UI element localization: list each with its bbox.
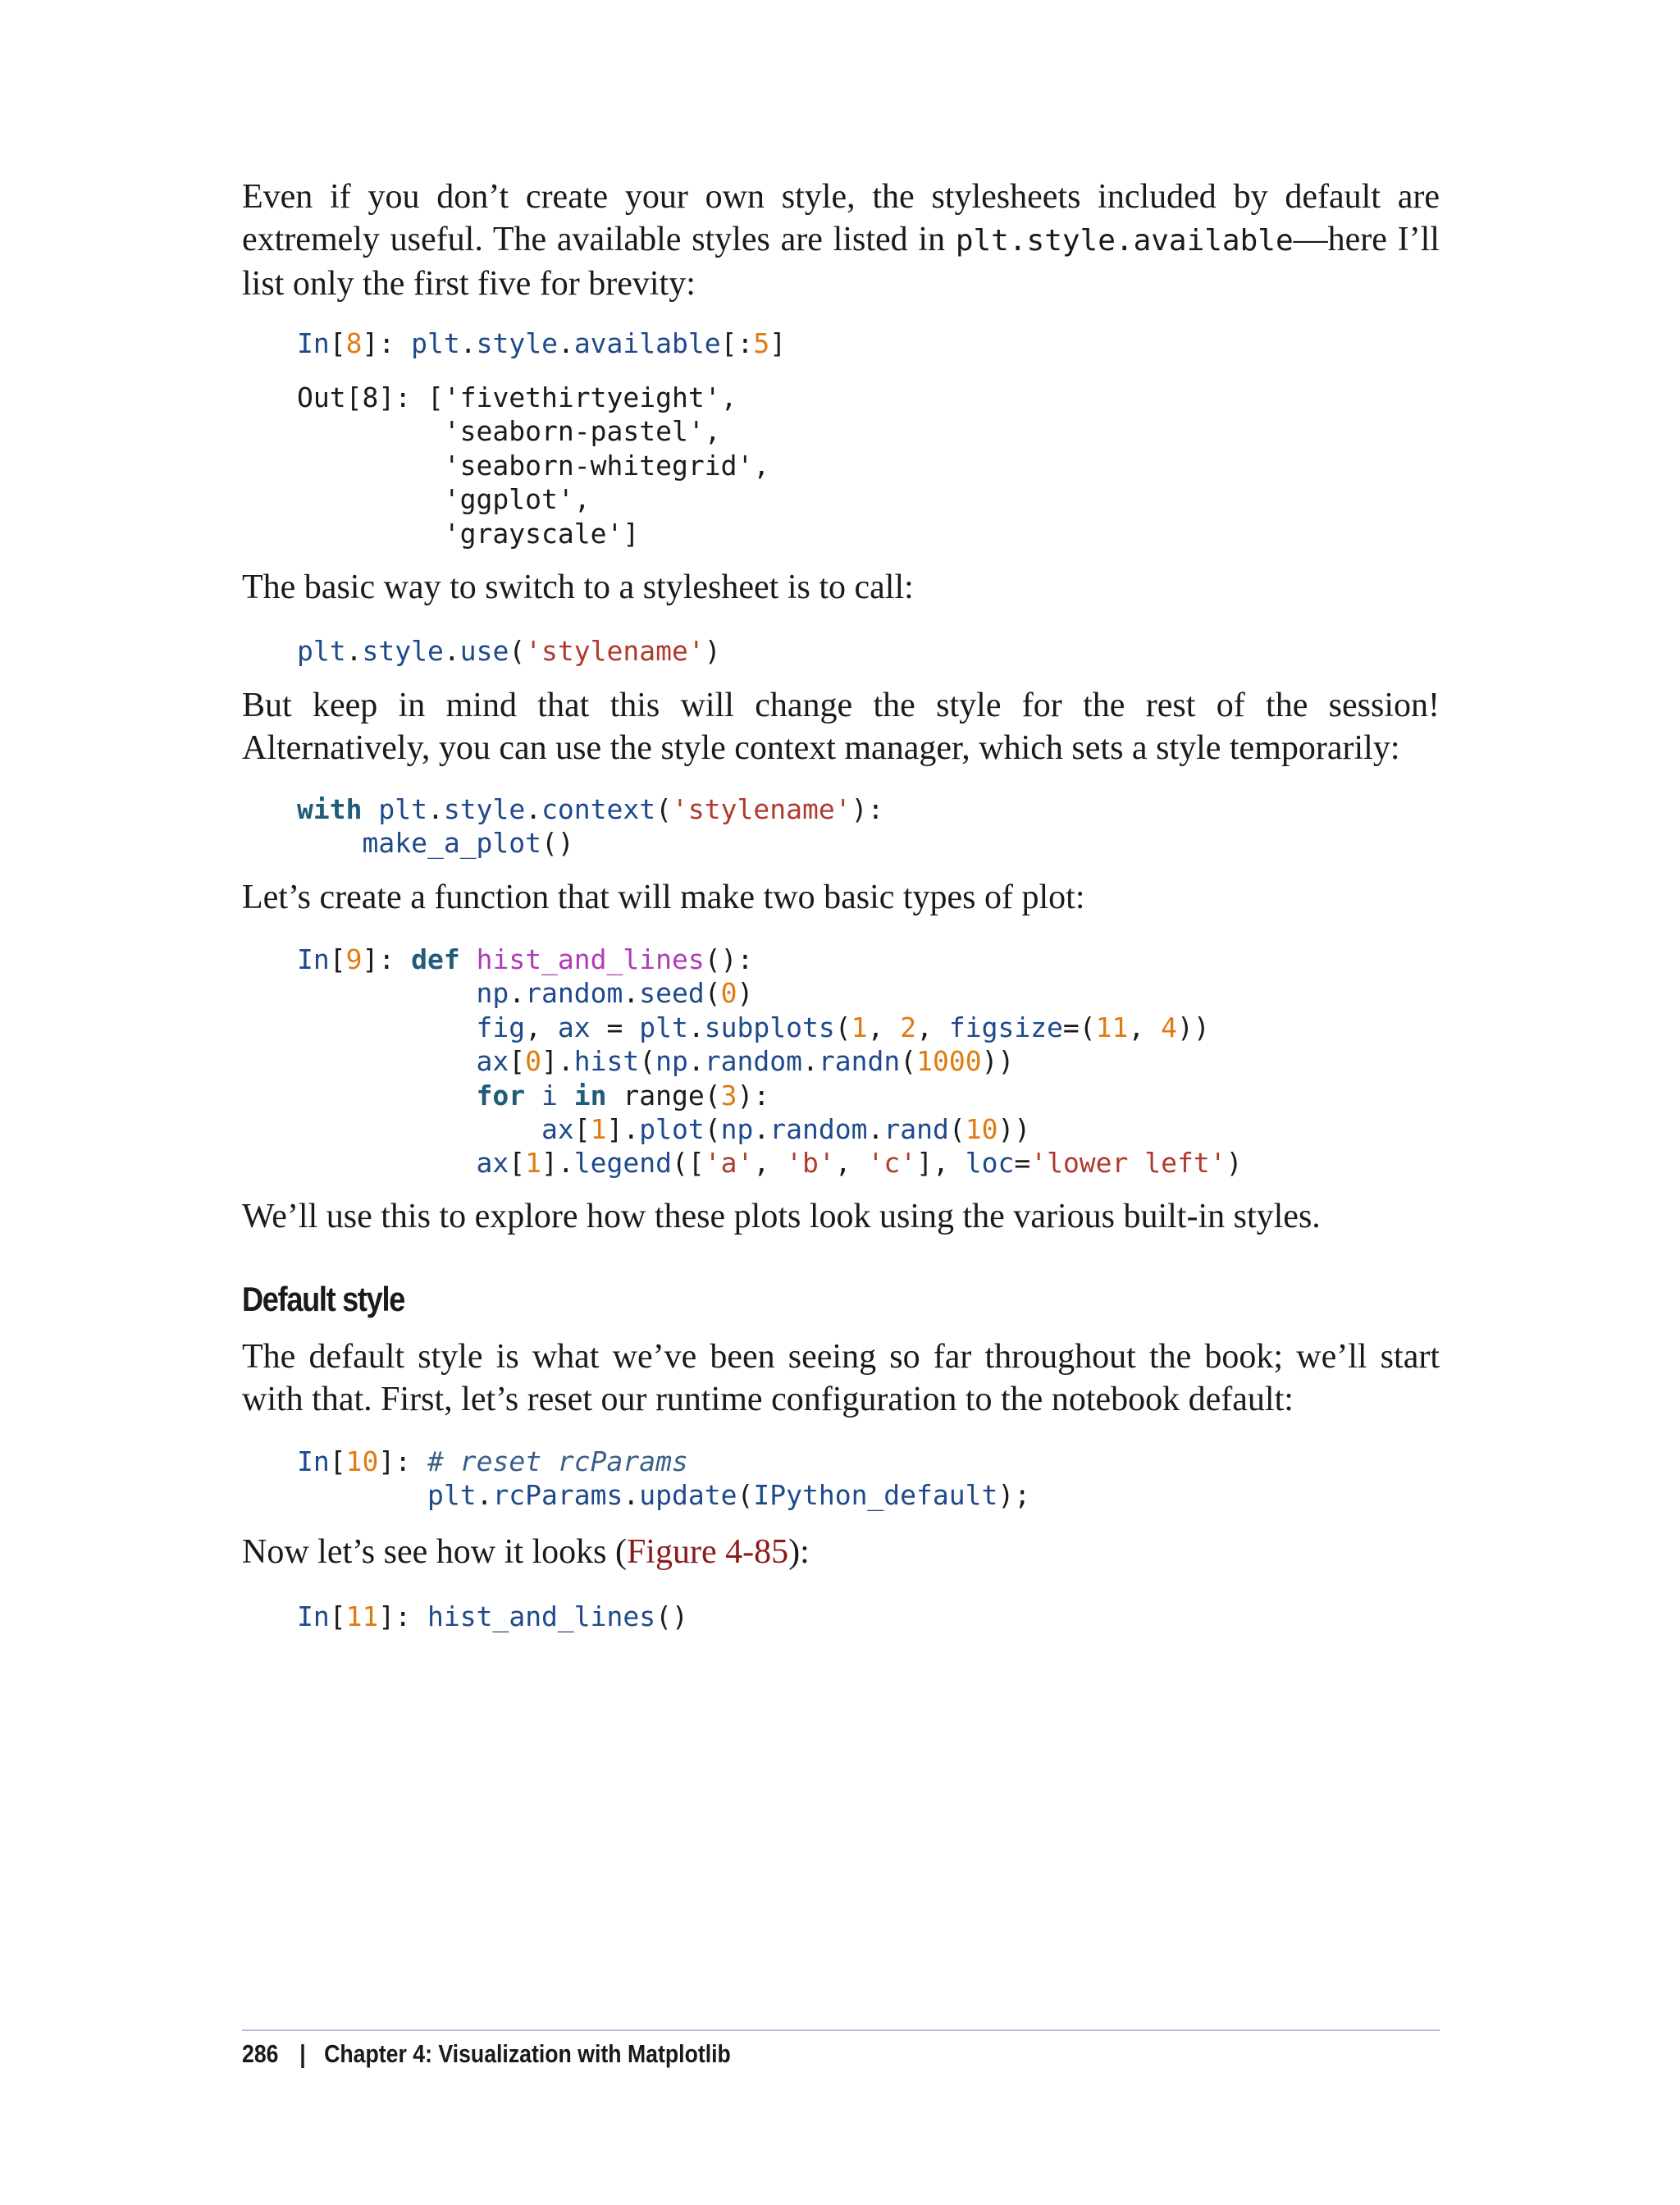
code-line: ax[1].legend(['a', 'b', 'c'], loc='lower left') [476,1147,1243,1180]
code-line: 'seaborn-whitegrid', [443,449,770,482]
code-block-context [297,792,883,861]
code-line: 'seaborn-pastel', [443,415,721,448]
code-line: In[11]: hist_and_lines() [297,1600,688,1632]
code-line: fig, ax = plt.subplots(1, 2, figsize=(11, 4)) [476,1011,1210,1043]
code-line: In[8]: plt.style.available[:5] [297,327,787,359]
code-line: 'ggplot', [443,483,591,516]
footer-separator: | [299,2039,306,2068]
paragraph-context-manager: But keep in mind that this will change the style for the rest of the session! Alternatively, you can use the style context manager, which sets a style temporarily: [242,687,1440,767]
code-line: 'grayscale'] [443,517,640,550]
cell-prompt: Out[8]: [297,381,427,413]
code-line: plt.rcParams.update(IPython_default); [427,1479,1031,1512]
code-line: In[9]: def hist_and_lines(): [297,943,754,975]
code-line: plt.style.use('stylename') [297,635,721,667]
cell-prompt: In[11]: [297,1600,427,1632]
paragraph-styles-intro [242,176,1440,305]
code-block-in9 [297,943,1243,1180]
text-run: —here I’ll list only the first five for brevity: [242,221,1440,303]
page-number: 286 [242,2039,279,2068]
paragraph-default-style: The default style is what we’ve been seeing so far throughout the book; we’ll start with that. First, let’s reset our runtime configuration to the notebook default: [242,1338,1440,1418]
cell-prompt: In[8]: [297,327,412,359]
text-run: Now let’s see how it looks ( [242,1533,627,1571]
code-line: In[10]: # reset rcParams [297,1445,688,1477]
code-block-in8 [297,326,786,360]
code-line: Out[8]: ['fivethirtyeight', [297,381,737,413]
code-block-in10 [297,1445,1030,1513]
cell-prompt: In[10]: [297,1445,427,1477]
code-line: ax[1].plot(np.random.rand(10)) [541,1112,1031,1145]
code-line: ax[0].hist(np.random.randn(1000)) [476,1045,1015,1078]
cell-prompt: In[9]: [297,943,412,975]
code-block-style-use [297,634,721,668]
figure-reference-link[interactable]: Figure 4-85 [626,1533,789,1571]
footer-rule [242,2029,1440,2031]
code-line: make_a_plot() [362,827,574,860]
code-line: for i in range(3): [476,1079,770,1112]
text-run: ): [788,1533,810,1571]
text-run: Even if you don’t create your own style, the stylesheets included by default are extremely useful. The available styles are listed in [242,178,1440,258]
code-block-in11 [297,1600,688,1633]
code-line: np.random.seed(0) [476,977,754,1010]
inline-code: plt.style.available [955,224,1294,258]
code-line: with plt.style.context('stylename'): [297,793,884,825]
chapter-title: Chapter 4: Visualization with Matplotlib [324,2039,731,2068]
paragraph-create-function: Let’s create a function that will make two basic types of plot: [242,879,1085,916]
section-heading: Default style [242,1280,405,1318]
code-block-out8 [297,381,769,550]
paragraph-see-how-it-looks [242,1531,1440,1573]
page-footer [242,2039,731,2069]
paragraph-switch-stylesheet: The basic way to switch to a stylesheet is to call: [242,568,914,606]
paragraph-explore-styles: We’ll use this to explore how these plots look using the various built-in styles. [242,1198,1321,1235]
